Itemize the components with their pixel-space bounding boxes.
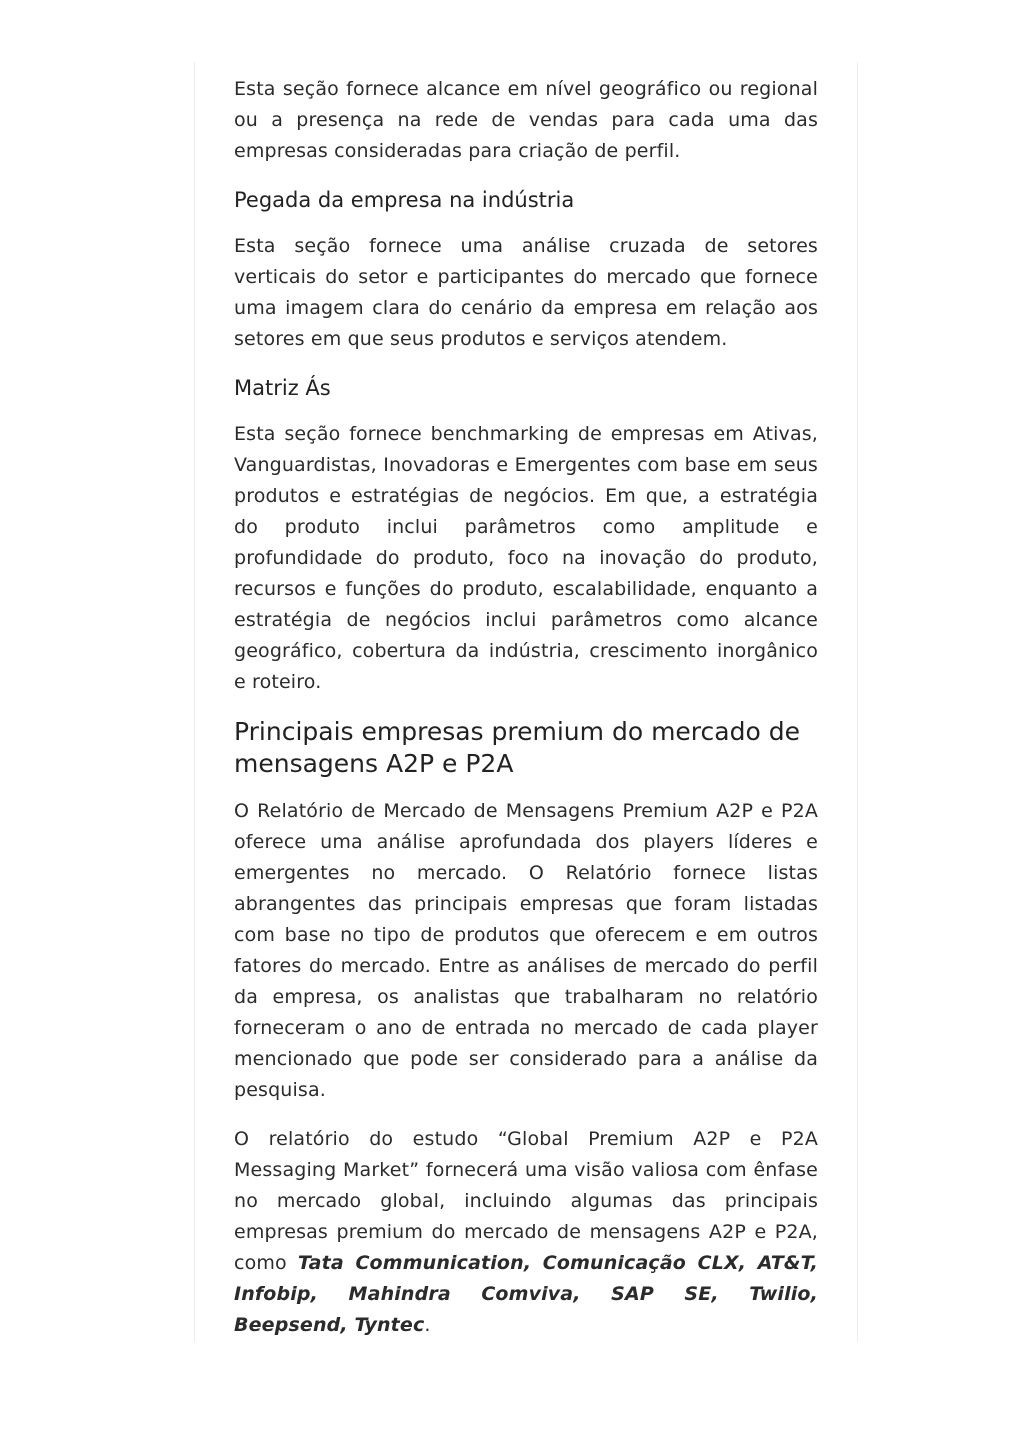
paragraph-2-lead: O relatório do estudo “Global Premium A2P e P2A Messaging Market” fornecerá uma visão valiosa com ênfase no mercado global, incluindo algumas das principais empresas premium do mercado de mensagens A2P e P2A, como: [234, 1128, 818, 1274]
industry-footprint-heading: Pegada da empresa na indústria: [234, 188, 575, 212]
ace-matrix-paragraph: Esta seção fornece benchmarking de empresas em Ativas, Vanguardistas, Inovadoras e Emergentes com base em seus produtos e estratégias de negócios. Em que, a estratégia do produto inclui parâmetros como amplitude e profundidade do produto, foco na inovação do produto, recursos e funções do produto, escalabilidade, enquanto a estratégia de negócios inclui parâmetros como alcance geográfico, cobertura da indústria, crescimento inorgânico e roteiro.: [234, 423, 818, 693]
intro-paragraph: Esta seção fornece alcance em nível geográfico ou regional ou a presença na rede de vendas para cada uma das empresas consideradas para criação de perfil.: [234, 78, 818, 162]
company-list: Tata Communication, Comunicação CLX, AT&T, Infobip, Mahindra Comviva, SAP SE, Twilio, Beepsend, Tyntec: [234, 1252, 818, 1336]
document-content: [234, 74, 818, 1359]
top-companies-paragraph-1: O Relatório de Mercado de Mensagens Premium A2P e P2A oferece uma análise aprofundada dos players líderes e emergentes no mercado. O Relatório fornece listas abrangentes das principais empresas que foram listadas com base no tipo de produtos que oferecem e em outros fatores do mercado. Entre as análises de mercado do perfil da empresa, os analistas que trabalharam no relatório forneceram o ano de entrada no mercado de cada player mencionado que pode ser considerado para a análise da pesquisa.: [234, 800, 818, 1101]
ace-matrix-heading: Matriz Ás: [234, 376, 331, 400]
top-companies-heading: Principais empresas premium do mercado de mensagens A2P e P2A: [234, 717, 800, 778]
paragraph-2-end: .: [424, 1314, 431, 1336]
top-companies-paragraph-2: [234, 1124, 818, 1341]
industry-footprint-paragraph: Esta seção fornece uma análise cruzada de setores verticais do setor e participantes do mercado que fornece uma imagem clara do cenário da empresa em relação aos setores em que seus produtos e serviços atendem.: [234, 235, 818, 350]
